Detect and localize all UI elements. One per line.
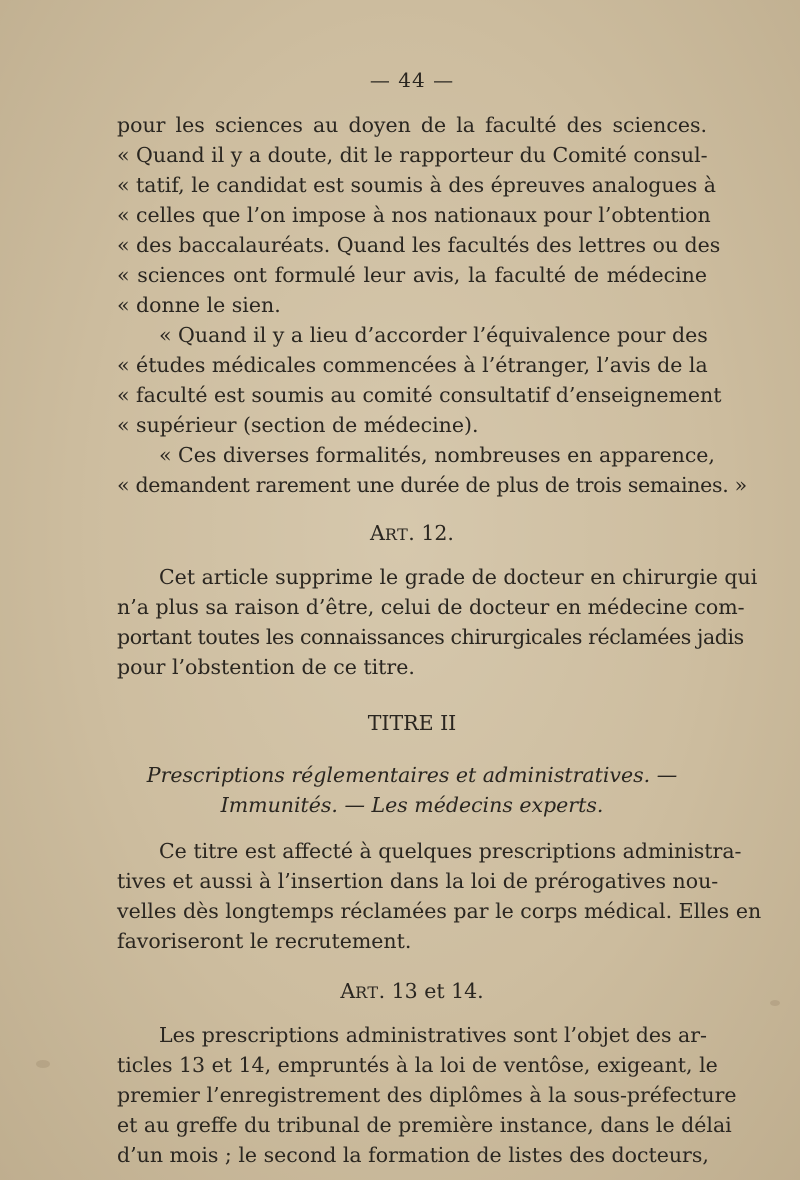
text-line: ticles 13 et 14, empruntés à la loi de ventôse, exigeant, le xyxy=(117,1053,718,1077)
text-line: « donne le sien. xyxy=(117,293,281,317)
text-line: velles dès longtemps réclamées par le corps médical. Elles en xyxy=(117,899,762,923)
text-line: pour les sciences au doyen de la faculté des sciences. xyxy=(117,113,707,137)
article-12-heading xyxy=(117,518,707,550)
text-line: « Quand il y a doute, dit le rapporteur du Comité consul- xyxy=(117,143,708,167)
paper-stain xyxy=(36,1060,50,1068)
text-line: n’a plus sa raison d’être, celui de docteur en médecine com- xyxy=(117,595,745,619)
article-13-14-heading xyxy=(117,976,707,1008)
text-line: « Quand il y a lieu d’accorder l’équivalence pour des xyxy=(159,323,708,347)
text-line: « Ces diverses formalités, nombreuses en apparence, xyxy=(159,443,715,467)
text-line: « sciences ont formulé leur avis, la faculté de médecine xyxy=(117,263,707,287)
text-line: d’un mois ; le second la formation de listes des docteurs, xyxy=(117,1143,709,1167)
heading-smallcaps: RT xyxy=(355,983,379,1002)
heading-prefix: A xyxy=(370,521,385,545)
text-line: « des baccalauréats. Quand les facultés des lettres ou des xyxy=(117,233,721,257)
text-line: « celles que l’on impose à nos nationaux pour l’obtention xyxy=(117,203,711,227)
text-line: Cet article supprime le grade de docteur en chirurgie qui xyxy=(159,565,758,589)
heading-smallcaps: RT xyxy=(384,525,409,544)
page-number: — 44 — xyxy=(369,68,455,92)
text-line: « tatif, le candidat est soumis à des épreuves analogues à xyxy=(117,173,717,197)
heading-suffix: . 12. xyxy=(408,521,454,545)
text-line: et au greffe du tribunal de première instance, dans le délai xyxy=(117,1113,732,1137)
text-line: Les prescriptions administratives sont l’objet des ar- xyxy=(159,1023,707,1047)
text-line: pour l’obstention de ce titre. xyxy=(117,655,415,679)
section-subtitle-line1: Prescriptions réglementaires et administratives. — xyxy=(146,763,678,787)
section-title: TITRE II xyxy=(367,711,457,735)
section-subtitle-line2: Immunités. — Les médecins experts. xyxy=(220,793,604,817)
text-line: « faculté est soumis au comité consultatif d’enseignement xyxy=(117,383,722,407)
heading-prefix: A xyxy=(340,979,356,1003)
heading-suffix: . 13 et 14. xyxy=(378,979,484,1003)
text-line: favoriseront le recrutement. xyxy=(117,929,412,953)
text-line: « études médicales commencées à l’étranger, l’avis de la xyxy=(117,353,708,377)
text-line: « demandent rarement une durée de plus de trois semaines. » xyxy=(117,473,747,497)
text-line: « supérieur (section de médecine). xyxy=(117,413,479,437)
paper-stain xyxy=(770,1000,780,1006)
text-line: portant toutes les connaissances chirurgicales réclamées jadis xyxy=(117,625,744,649)
text-line: Ce titre est affecté à quelques prescriptions administra- xyxy=(159,839,742,863)
text-line: tives et aussi à l’insertion dans la loi de prérogatives nou- xyxy=(117,869,719,893)
text-line: premier l’enregistrement des diplômes à la sous-préfecture xyxy=(117,1083,737,1107)
